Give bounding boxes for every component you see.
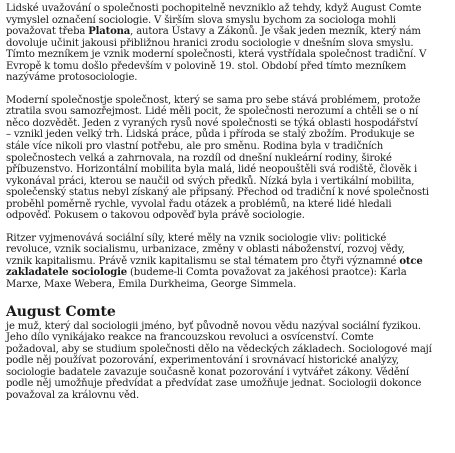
paragraph-text: Lidské uvažování o společnosti pochopitelně nevzniklo až tehdy, když August Comte vymyslel označení sociologie. V širším slova smyslu bychom za sociologa mohli považovat třeba [6,3,422,38]
bold-term-platon: Platona [88,26,131,38]
paragraph-text: Ritzer vyjmenovává sociální síly, které měly na vznik sociologie vliv: politické revoluce, vznik socialismu, urbanizace, změny v oblasti náboženství, rozvoj vědy, vznik kapitalismu. Právě vznik kapitalismu se stal tématem pro čtyři významné [6,232,405,267]
section-heading: August Comte [6,303,116,320]
bold-term-founders: otce zakladatele sociologie [6,255,423,279]
paragraph-ritzer [6,233,449,291]
paragraph-protosociology [6,3,449,84]
paragraph-modern-society: Moderní společnostje společnost, který se sama pro sebe stává problémem, protože ztratila svou samozřejmost. Lidé měli pocit, že společnosti nerozumí a chtěli se o ní něco dozvědět. Jeden z vyraných rysů nové společnosti se týká oblasti hospodářství – vznikl jeden velký trh. Lidská práce, půda i příroda se stalý zbožím. Produkuje se stále více nikoli pro vlastní potřebu, ale pro směnu. Rodina byla v tradičních společnostech velká a zahrnovala, na rozdíl od dnešní nukleární rodiny, široké příbuzenstvo. Horizontální mobilita byla malá, lidé neopouštěli svá rodiště, člověk i vykonával práci, kterou se naučil od svých předků. Nízká byla i vertikální mobilita, společenský status nebyl získaný ale připsaný. Přechod od tradiční k nové společnosti proběhl poměrně rychle, vyvolal řadu otázek a problémů, na které lidé hledali odpověď. Pokusem o takovou odpověď byla právě sociologie. [6,94,429,222]
paragraph-text: , autora Ústavy a Zákonů. Je však jeden mezník, který nám dovoluje učinit jakousi přibližnou hranici zrodu sociologie v dnešním slova smyslu. Tímto mezníkem je vznik moderní společnosti, která vystřídala společnost tradiční. V Evropě k tomu došlo především v polovině 19. stol. Období před tímto mezníkem nazýváme protosociologie. [6,26,427,84]
paragraph-text: (budeme-li Comta považovat za jakéhosi praotce): Karla Marxe, Maxe Webera, Emila Durkheima, George Simmela. [6,267,407,291]
paragraph-comte: je muž, který dal sociologii jméno, byť původně novou vědu nazýval sociální fyzikou. Jeho dílo vynikájako reakce na francouzskou revoluci a osvícenství. Comte požadoval, aby se studium společnosti dělo na vědeckých základech. Sociologové mají podle něj používat pozorování, experimentování i srovnávací historické analýzy, sociologie badatele zavazuje současně konat pozorování i vytvářet zákony. Vědění podle něj umožňuje předvídat a předvídat zase umožňuje jednat. Sociologii dokonce považoval za královnu věd. [6,320,432,401]
